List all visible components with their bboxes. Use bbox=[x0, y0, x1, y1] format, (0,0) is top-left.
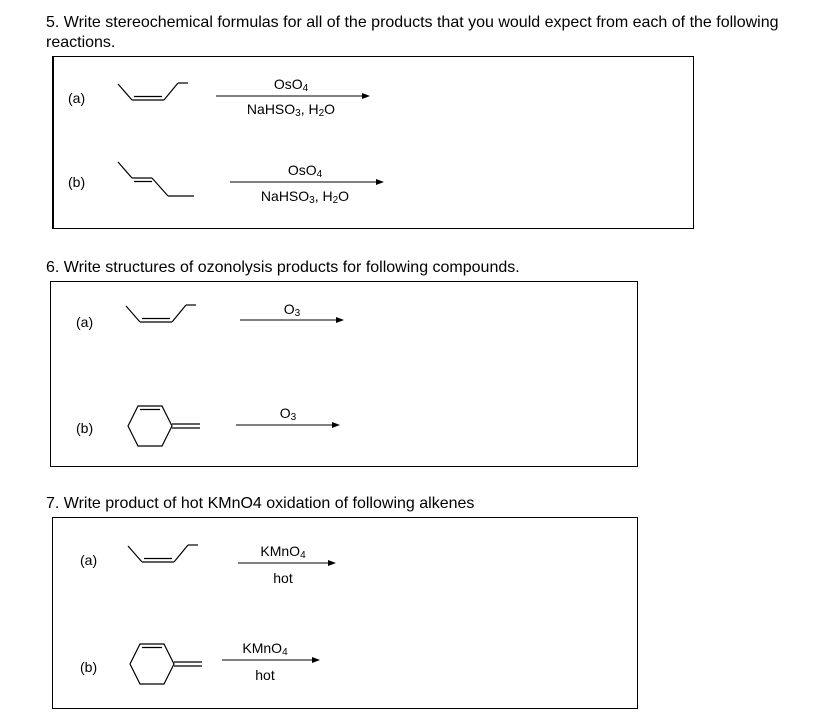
q7-b-reagent-bottom: hot bbox=[255, 667, 275, 683]
methylenecyclohexene-structure bbox=[122, 638, 206, 690]
q5-a-label: (a) bbox=[68, 90, 86, 106]
question-5-title: 5. Write stereochemical formulas for all of the products that you would expect from each of the following reactions. bbox=[46, 14, 779, 51]
q5-b-reagent-top: OsO$_4$ bbox=[287, 162, 323, 180]
cis-2-pentene-structure bbox=[120, 300, 200, 330]
q6-b-reaction-arrow bbox=[236, 421, 340, 429]
question-7-title: 7. Write product of hot KMnO4 oxidation of following alkenes bbox=[46, 495, 475, 512]
q6-b-label: (b) bbox=[76, 420, 94, 436]
q5-b-label: (b) bbox=[68, 174, 86, 190]
q6-a-reagent-top: $O_3$ bbox=[283, 301, 301, 319]
q7-b-reaction-arrow bbox=[222, 656, 320, 664]
q7-b-reagent-top: KMnO$_4$ bbox=[242, 640, 288, 658]
q7-a-reagent-bottom: hot bbox=[273, 570, 293, 586]
q5-a-reagent-top: OsO$_4$ bbox=[273, 76, 309, 94]
q6-a-label: (a) bbox=[76, 314, 94, 330]
q7-b-label: (b) bbox=[80, 659, 98, 675]
methylenecyclohexene-structure bbox=[120, 400, 204, 452]
question-6-title: 6. Write structures of ozonolysis products for following compounds. bbox=[46, 259, 520, 276]
q6-b-reagent-top: $O_3$ bbox=[279, 405, 297, 423]
q5-a-reaction-arrow bbox=[216, 92, 370, 100]
trans-2-pentene-structure bbox=[112, 158, 196, 202]
cis-2-pentene-structure bbox=[112, 78, 192, 108]
q7-a-label: (a) bbox=[80, 552, 98, 568]
q5-b-reaction-arrow bbox=[230, 178, 384, 186]
q6-a-reaction-arrow bbox=[240, 316, 344, 324]
cis-2-pentene-structure bbox=[122, 540, 202, 570]
q7-a-reagent-top: KMnO$_4$ bbox=[260, 543, 306, 561]
q5-b-reagent-bottom: NaHSO$_3$, $H_2O$ bbox=[260, 188, 350, 206]
q5-a-reagent-bottom: NaHSO$_3$, $H_2O$ bbox=[246, 101, 336, 119]
q7-a-reaction-arrow bbox=[238, 559, 336, 567]
